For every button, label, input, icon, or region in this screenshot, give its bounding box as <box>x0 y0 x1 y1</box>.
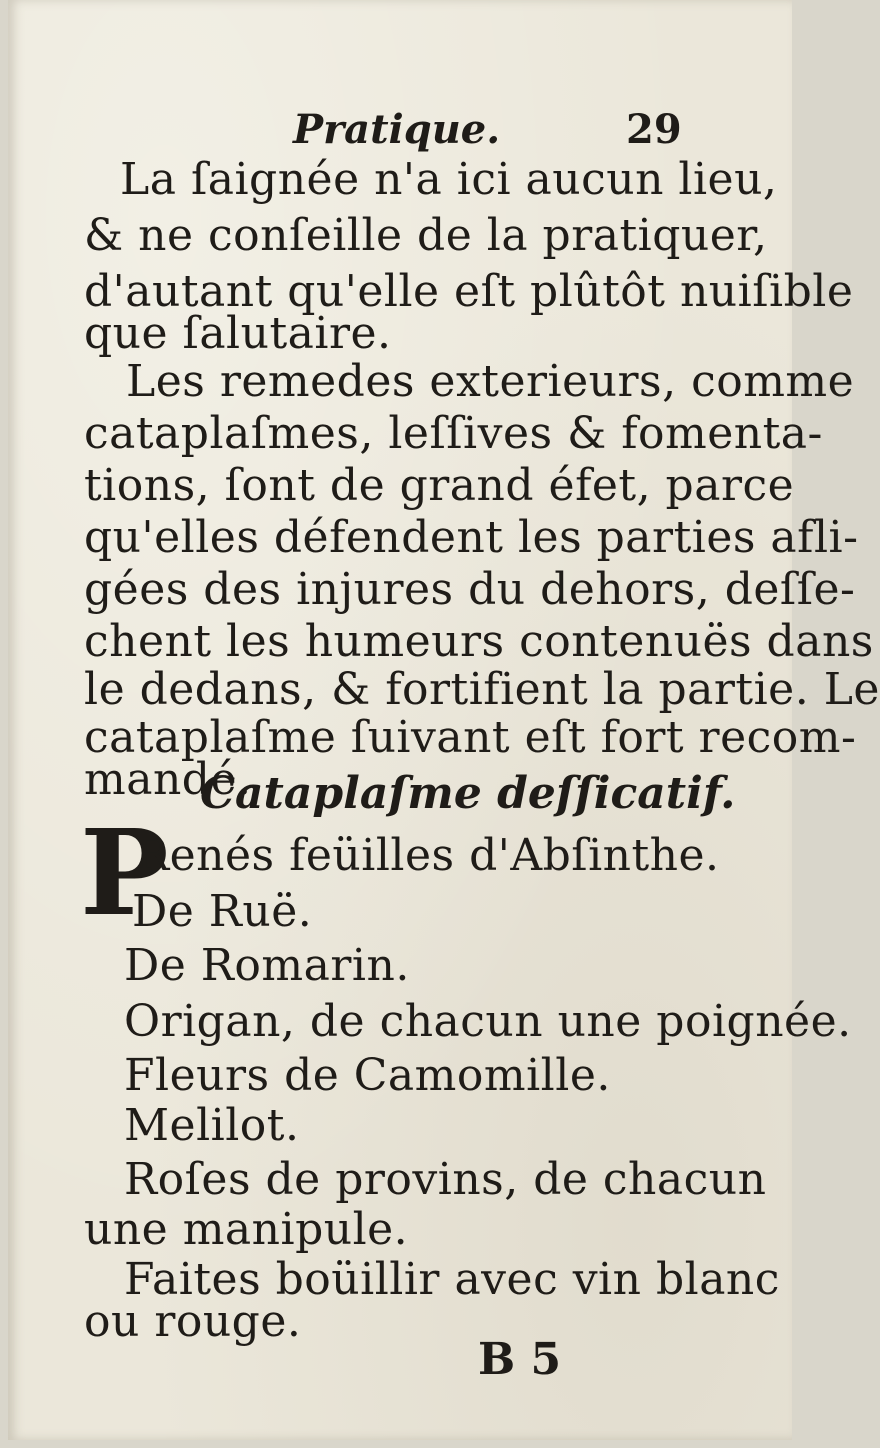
paragraph-line: Les remedes exterieurs, comme <box>126 356 855 407</box>
recipe-line: une manipule. <box>84 1204 409 1255</box>
paragraph-line: mandé. <box>84 754 252 805</box>
recipe-line: De Romarin. <box>124 940 410 991</box>
recipe-line: Renés feüilles d'Abſinthe. <box>136 830 720 881</box>
paragraph-line: le dedans, & fortifient la partie. Le <box>84 664 880 715</box>
running-head: Pratique. <box>293 106 501 153</box>
recipe-line: Melilot. <box>124 1100 300 1151</box>
signature-mark: B 5 <box>478 1334 562 1385</box>
paragraph-line: chent les humeurs contenuës dans <box>84 616 874 667</box>
paragraph-line: tions, ſont de grand éfet, parce <box>84 460 795 511</box>
recipe-title: Cataplaſme deſſicatif. <box>200 768 736 819</box>
recipe-line: Roſes de provins, de chacun <box>124 1154 767 1205</box>
page-number: 29 <box>626 106 682 153</box>
book-page <box>8 0 880 1440</box>
recipe-line: Origan, de chacun une poignée. <box>124 996 852 1047</box>
dropcap: P <box>80 803 169 942</box>
paragraph-line: qu'elles défendent les parties afli- <box>84 512 859 563</box>
recipe-line: Faites boüillir avec vin blanc <box>124 1254 780 1305</box>
paragraph-line: cataplaſme ſuivant eſt fort recom- <box>84 712 857 763</box>
recipe-line: ou rouge. <box>84 1296 302 1347</box>
paragraph-line: que ſalutaire. <box>84 308 392 359</box>
paragraph-line: cataplaſmes, leſſives & fomenta- <box>84 408 823 459</box>
paragraph-line: & ne conſeille de la pratiquer, <box>84 210 768 261</box>
recipe-line: De Ruë. <box>132 886 313 937</box>
paragraph-line: La ſaignée n'a ici aucun lieu, <box>120 154 778 205</box>
paragraph-line: gées des injures du dehors, deſſe- <box>84 564 856 615</box>
paragraph-line: d'autant qu'elle eſt plûtôt nuiſible <box>84 266 854 317</box>
recipe-line: Fleurs de Camomille. <box>124 1050 611 1101</box>
